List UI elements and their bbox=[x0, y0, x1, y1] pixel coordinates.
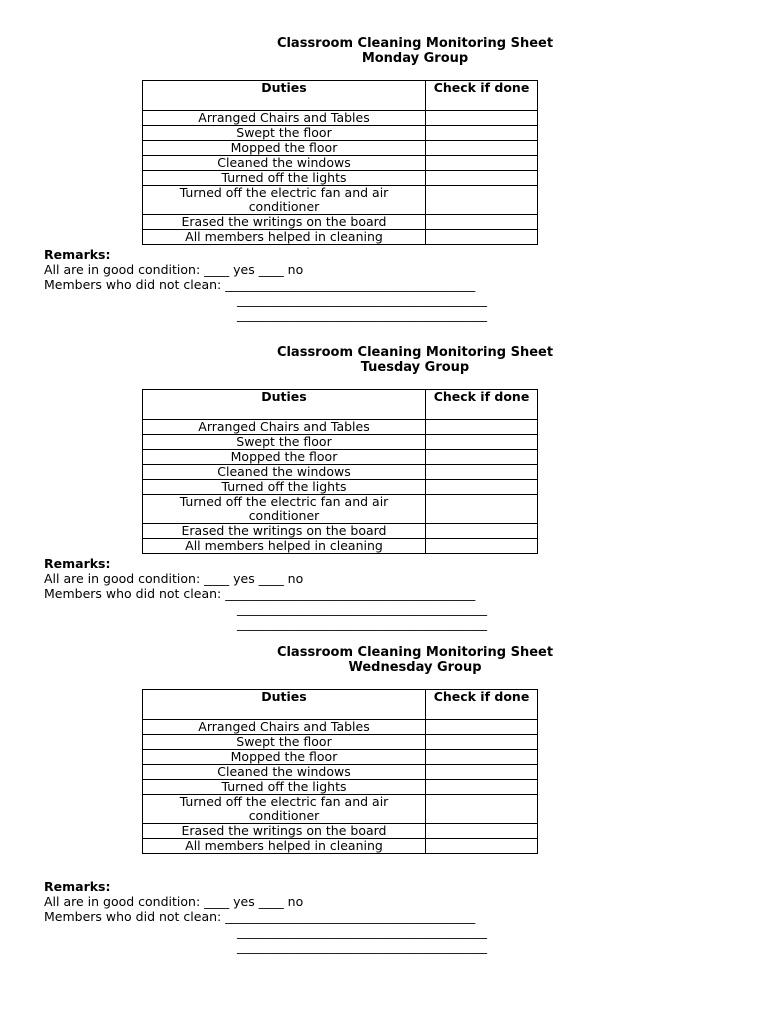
wednesday-remarks bbox=[44, 879, 744, 954]
duty-cell: All members helped in cleaning bbox=[143, 839, 426, 854]
table-row bbox=[143, 215, 538, 230]
sheet-title: Classroom Cleaning Monitoring Sheet bbox=[276, 645, 554, 660]
table-row bbox=[143, 795, 538, 824]
check-cell[interactable] bbox=[426, 141, 538, 156]
duty-cell: Turned off the electric fan and air conditioner bbox=[143, 495, 426, 524]
wednesday-duties-table bbox=[142, 689, 538, 854]
blank-line[interactable]: ________________________________________ bbox=[237, 292, 487, 307]
duty-cell: All members helped in cleaning bbox=[143, 539, 426, 554]
members-line[interactable]: Members who did not clean: ________________________________________ bbox=[44, 586, 476, 601]
check-cell[interactable] bbox=[426, 171, 538, 186]
duty-cell: Cleaned the windows bbox=[143, 765, 426, 780]
check-cell[interactable] bbox=[426, 420, 538, 435]
table-row bbox=[143, 539, 538, 554]
check-cell[interactable] bbox=[426, 780, 538, 795]
check-cell[interactable] bbox=[426, 839, 538, 854]
check-cell[interactable] bbox=[426, 735, 538, 750]
duty-cell: Swept the floor bbox=[143, 435, 426, 450]
table-row bbox=[143, 735, 538, 750]
table-row bbox=[143, 141, 538, 156]
group-name: Tuesday Group bbox=[360, 360, 470, 375]
duty-cell: Mopped the floor bbox=[143, 750, 426, 765]
table-row bbox=[143, 750, 538, 765]
check-cell[interactable] bbox=[426, 126, 538, 141]
check-header: Check if done bbox=[426, 690, 538, 720]
table-row bbox=[143, 435, 538, 450]
table-row bbox=[143, 111, 538, 126]
blank-line[interactable]: ________________________________________ bbox=[237, 601, 487, 616]
check-cell[interactable] bbox=[426, 824, 538, 839]
table-row bbox=[143, 524, 538, 539]
check-cell[interactable] bbox=[426, 495, 538, 524]
duty-cell: Turned off the electric fan and air conditioner bbox=[143, 186, 426, 215]
monday-remarks bbox=[44, 247, 744, 322]
duty-cell: Arranged Chairs and Tables bbox=[143, 111, 426, 126]
check-cell[interactable] bbox=[426, 539, 538, 554]
check-cell[interactable] bbox=[426, 465, 538, 480]
monday-duties-table bbox=[142, 80, 538, 245]
duty-cell: Erased the writings on the board bbox=[143, 524, 426, 539]
check-cell[interactable] bbox=[426, 765, 538, 780]
check-cell[interactable] bbox=[426, 720, 538, 735]
remarks-label: Remarks: bbox=[44, 879, 111, 894]
duties-header: Duties bbox=[143, 690, 426, 720]
table-row bbox=[143, 126, 538, 141]
check-header: Check if done bbox=[426, 390, 538, 420]
check-cell[interactable] bbox=[426, 524, 538, 539]
duty-cell: Erased the writings on the board bbox=[143, 215, 426, 230]
check-cell[interactable] bbox=[426, 750, 538, 765]
remarks-label: Remarks: bbox=[44, 247, 111, 262]
members-line[interactable]: Members who did not clean: ________________________________________ bbox=[44, 277, 476, 292]
table-row bbox=[143, 480, 538, 495]
table-row bbox=[143, 720, 538, 735]
duty-cell: Cleaned the windows bbox=[143, 156, 426, 171]
sheet-title: Classroom Cleaning Monitoring Sheet bbox=[276, 36, 554, 51]
table-row bbox=[143, 465, 538, 480]
table-row bbox=[143, 230, 538, 245]
duty-cell: Arranged Chairs and Tables bbox=[143, 720, 426, 735]
table-row bbox=[143, 495, 538, 524]
table-row bbox=[143, 420, 538, 435]
duty-cell: Turned off the lights bbox=[143, 171, 426, 186]
blank-line[interactable]: ________________________________________ bbox=[237, 939, 487, 954]
duty-cell: Erased the writings on the board bbox=[143, 824, 426, 839]
check-cell[interactable] bbox=[426, 111, 538, 126]
condition-line[interactable]: All are in good condition: ____ yes ____ no bbox=[44, 894, 304, 909]
group-name: Monday Group bbox=[361, 51, 469, 66]
duty-cell: Swept the floor bbox=[143, 735, 426, 750]
table-row bbox=[143, 839, 538, 854]
blank-line[interactable]: ________________________________________ bbox=[237, 924, 487, 939]
check-header: Check if done bbox=[426, 81, 538, 111]
duty-cell: Mopped the floor bbox=[143, 141, 426, 156]
check-cell[interactable] bbox=[426, 230, 538, 245]
condition-line[interactable]: All are in good condition: ____ yes ____ no bbox=[44, 571, 304, 586]
table-row bbox=[143, 780, 538, 795]
duty-cell: Turned off the lights bbox=[143, 780, 426, 795]
group-name: Wednesday Group bbox=[348, 660, 482, 675]
table-row bbox=[143, 450, 538, 465]
table-row bbox=[143, 824, 538, 839]
condition-line[interactable]: All are in good condition: ____ yes ____ no bbox=[44, 262, 304, 277]
sheet-title: Classroom Cleaning Monitoring Sheet bbox=[276, 345, 554, 360]
duty-cell: Turned off the lights bbox=[143, 480, 426, 495]
duty-cell: Mopped the floor bbox=[143, 450, 426, 465]
check-cell[interactable] bbox=[426, 215, 538, 230]
check-cell[interactable] bbox=[426, 186, 538, 215]
duty-cell: Arranged Chairs and Tables bbox=[143, 420, 426, 435]
check-cell[interactable] bbox=[426, 156, 538, 171]
duty-cell: All members helped in cleaning bbox=[143, 230, 426, 245]
table-row bbox=[143, 186, 538, 215]
duty-cell: Cleaned the windows bbox=[143, 465, 426, 480]
blank-line[interactable]: ________________________________________ bbox=[237, 307, 487, 322]
check-cell[interactable] bbox=[426, 795, 538, 824]
check-cell[interactable] bbox=[426, 450, 538, 465]
duty-cell: Turned off the electric fan and air conditioner bbox=[143, 795, 426, 824]
remarks-label: Remarks: bbox=[44, 556, 111, 571]
duties-header: Duties bbox=[143, 81, 426, 111]
table-row bbox=[143, 765, 538, 780]
table-row bbox=[143, 171, 538, 186]
check-cell[interactable] bbox=[426, 435, 538, 450]
duties-header: Duties bbox=[143, 390, 426, 420]
tuesday-duties-table bbox=[142, 389, 538, 554]
duty-cell: Swept the floor bbox=[143, 126, 426, 141]
blank-line[interactable]: ________________________________________ bbox=[237, 616, 487, 631]
tuesday-remarks bbox=[44, 556, 744, 631]
members-line[interactable]: Members who did not clean: ________________________________________ bbox=[44, 909, 476, 924]
table-row bbox=[143, 156, 538, 171]
check-cell[interactable] bbox=[426, 480, 538, 495]
